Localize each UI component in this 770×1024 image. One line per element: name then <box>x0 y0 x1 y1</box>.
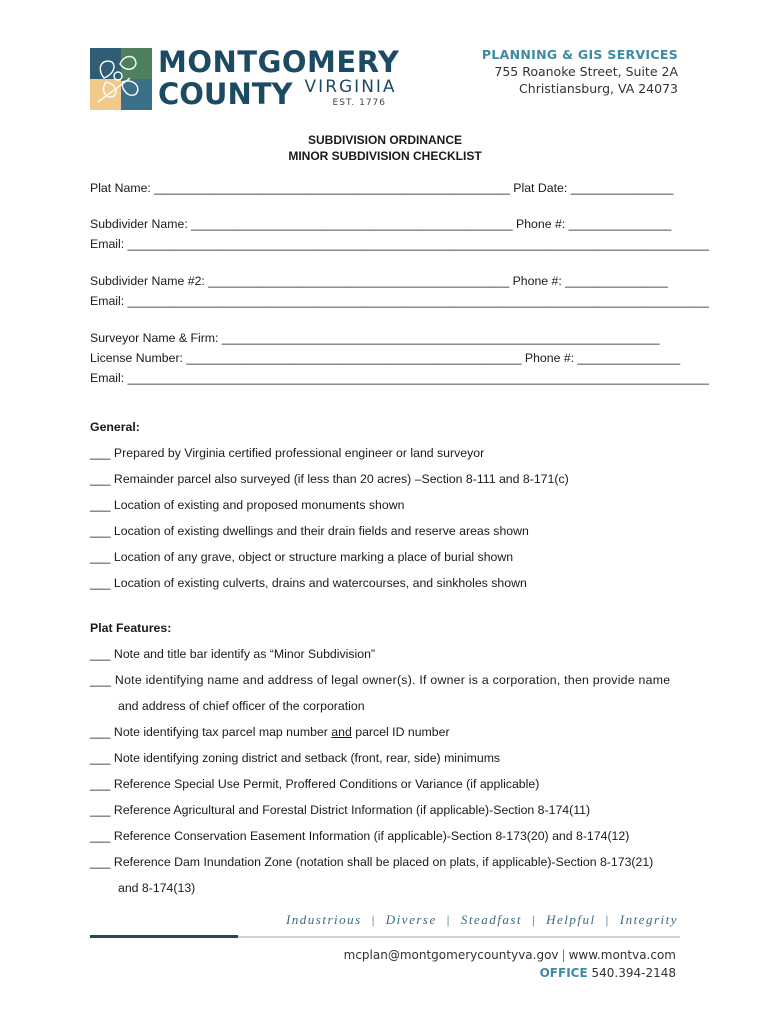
county-logo-mark <box>90 48 152 110</box>
checklist-item[interactable]: ___ Note and title bar identify as “Minor Subdivision” <box>90 647 376 661</box>
checklist-item[interactable]: ___ Location of existing dwellings and their drain fields and reserve areas shown <box>90 524 529 538</box>
checklist-item[interactable]: ___ Location of any grave, object or structure marking a place of burial shown <box>90 550 514 564</box>
address-line-1: 755 Roanoke Street, Suite 2A <box>494 64 678 79</box>
separator: | <box>371 912 376 927</box>
dogwood-flower-icon <box>90 48 152 110</box>
checklist-item[interactable]: ___ Reference Dam Inundation Zone (notation shall be placed on plats, if applicable)-Section 8-173(21) <box>90 855 654 869</box>
value-word: Industrious <box>285 912 362 927</box>
separator: | <box>446 912 451 927</box>
plat-name-field[interactable]: Plat Name: ____________________________________________________ Plat Date: _______________ <box>90 181 674 195</box>
checklist-item[interactable]: ___ Reference Special Use Permit, Proffered Conditions or Variance (if applicable) <box>90 777 540 791</box>
surveyor-name-field[interactable]: Surveyor Name & Firm: ________________________________________________________________ <box>90 331 660 345</box>
checklist-item[interactable] <box>90 725 450 739</box>
checklist-item[interactable]: ___ Remainder parcel also surveyed (if less than 20 acres) –Section 8-111 and 8-171(c) <box>90 472 569 486</box>
office-phone[interactable]: 540.394-2148 <box>591 966 676 980</box>
license-number-field[interactable]: License Number: _________________________________________________ Phone #: _______________ <box>90 351 681 365</box>
document-title: SUBDIVISION ORDINANCE <box>307 133 462 147</box>
county-wordmark <box>158 46 399 110</box>
subdivider-name-2-field[interactable]: Subdivider Name #2: ____________________________________________ Phone #: _______________ <box>90 274 668 288</box>
subdivider-email-field[interactable]: Email: _____________________________________________________________________________________ <box>90 237 709 251</box>
subdivider-name-field[interactable]: Subdivider Name: _______________________________________________ Phone #: _______________ <box>90 217 672 231</box>
footer-rule-accent <box>90 935 238 938</box>
checklist-item[interactable]: ___ Location of existing and proposed monuments shown <box>90 498 405 512</box>
value-word: Helpful <box>546 912 596 927</box>
subdivider-2-email-field[interactable]: Email: _____________________________________________________________________________________ <box>90 294 709 308</box>
checklist-item[interactable]: ___ Prepared by Virginia certified professional engineer or land surveyor <box>90 446 485 460</box>
checklist-item[interactable]: ___ Reference Conservation Easement Information (if applicable)-Section 8-173(20) and 8-174(12) <box>90 829 630 843</box>
office-label: OFFICE <box>539 966 588 980</box>
website-link[interactable]: www.montva.com <box>568 948 676 962</box>
checklist-item[interactable]: ___ Note identifying name and address of legal owner(s). If owner is a corporation, then provide name <box>90 673 671 687</box>
plat-features-heading: Plat Features: <box>90 621 172 635</box>
value-word: Diverse <box>385 912 437 927</box>
value-word: Steadfast <box>460 912 523 927</box>
surveyor-email-field[interactable]: Email: _____________________________________________________________________________________ <box>90 371 709 385</box>
footer-contact <box>344 946 676 982</box>
general-heading: General: <box>90 420 140 434</box>
department-name: PLANNING & GIS SERVICES <box>481 47 678 62</box>
contact-email-link[interactable]: mcplan@montgomerycountyva.gov <box>343 948 559 962</box>
office-address-block <box>482 46 678 97</box>
checklist-item[interactable]: ___ Reference Agricultural and Forestal District Information (if applicable)-Section 8-174(11) <box>90 803 591 817</box>
logo-county-name: MONTGOMERY <box>158 45 400 79</box>
item-text: ___ Note identifying tax parcel map number <box>90 725 332 739</box>
separator: | <box>561 948 566 962</box>
checklist-item[interactable]: ___ Note identifying zoning district and setback (front, rear, side) minimums <box>90 751 501 765</box>
logo-state: VIRGINIA <box>304 77 397 97</box>
checklist-item-continued: and address of chief officer of the corporation <box>118 699 365 713</box>
document-subtitle: MINOR SUBDIVISION CHECKLIST <box>288 149 482 163</box>
checklist-item[interactable]: ___ Location of existing culverts, drains and watercourses, and sinkholes shown <box>90 576 527 590</box>
separator: | <box>605 912 610 927</box>
item-text: parcel ID number <box>351 725 450 739</box>
logo-county-word: COUNTY <box>158 77 293 111</box>
item-underlined-word: and <box>331 725 352 739</box>
address-line-2: Christiansburg, VA 24073 <box>519 81 678 96</box>
logo-established: EST. 1776 <box>332 98 387 108</box>
county-values-tagline <box>286 912 678 928</box>
separator: | <box>532 912 537 927</box>
footer-rule <box>238 936 680 938</box>
checklist-item-continued: and 8-174(13) <box>118 881 196 895</box>
document-title-block <box>0 132 770 164</box>
value-word: Integrity <box>619 912 678 927</box>
